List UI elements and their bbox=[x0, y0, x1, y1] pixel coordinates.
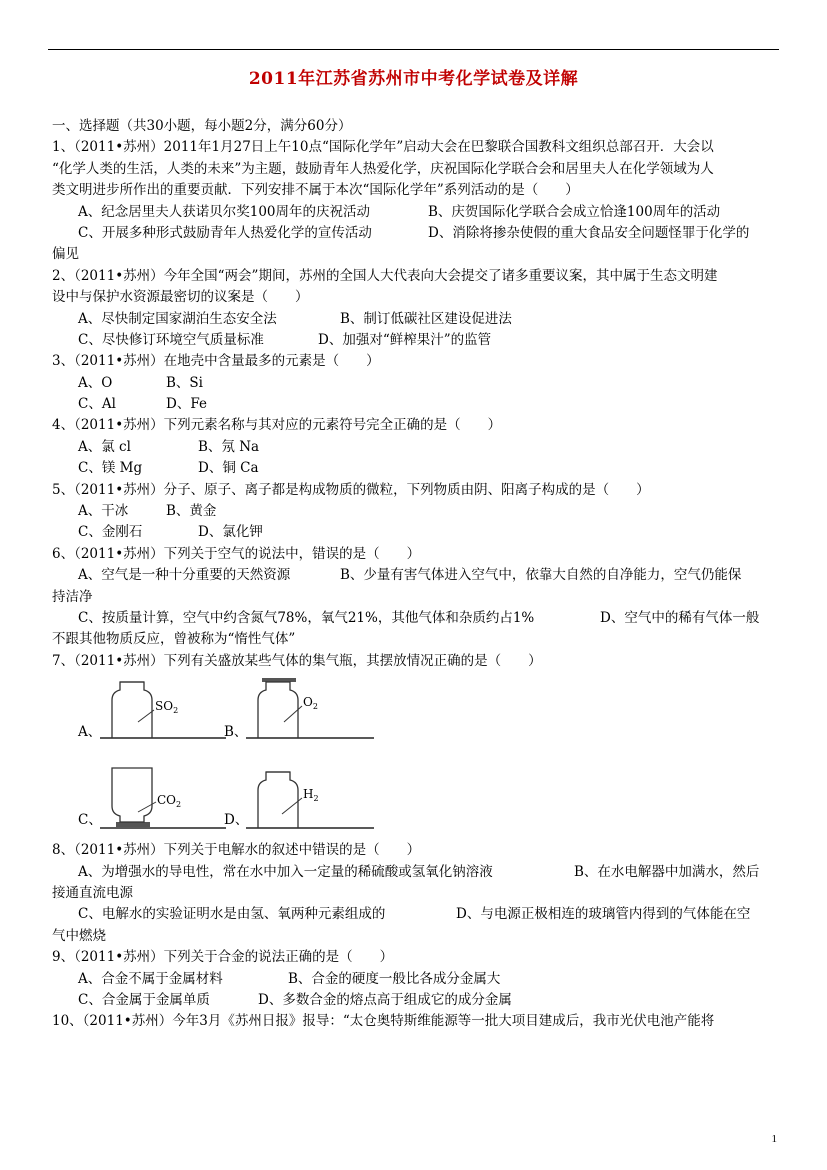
q8-option-a: A、为增强水的导电性，常在水中加入一定量的稀硫酸或氢氧化钠溶液 bbox=[78, 863, 493, 880]
q2-line-2: 设中与保护水资源最密切的议案是（ ） bbox=[52, 289, 309, 306]
section-heading: 一、选择题（共30小题，每小题2分，满分60分） bbox=[52, 118, 352, 134]
q1-line-2: “化学人类的生活，人类的未来”为主题，鼓励青年人热爱化学，庆祝国际化学联合会和居里夫人在化学领域为人 bbox=[52, 160, 714, 177]
q8-option-b-cont: 接通直流电源 bbox=[52, 884, 133, 901]
q4-option-c: C、镁 Mg bbox=[78, 460, 143, 477]
q7-gas-c: $CO_2$ bbox=[157, 793, 182, 810]
q7-jar-d-figure bbox=[246, 766, 396, 832]
q7-gas-d: $H_2$ bbox=[303, 787, 319, 804]
q7-jar-b-figure bbox=[246, 676, 396, 742]
q5-option-b: B、黄金 bbox=[166, 503, 217, 520]
q6-line: 6、（2011•苏州）下列关于空气的说法中，错误的是（ ） bbox=[52, 545, 421, 562]
q4-option-d: D、铜 Ca bbox=[198, 460, 259, 477]
q1-options-cd bbox=[52, 223, 779, 244]
q2-line-1: 2、（2011•苏州）今年全国“两会”期间，苏州的全国人大代表向大会提交了诸多重要议案，其中属于生态文明建 bbox=[52, 267, 718, 284]
q1-options-ab bbox=[52, 202, 779, 223]
q4-options-ab bbox=[52, 437, 779, 458]
q7-option-d: D、 bbox=[224, 812, 249, 829]
q3-option-c: C、Al bbox=[78, 396, 116, 413]
q2-option-b: B、制订低碳社区建设促进法 bbox=[340, 310, 512, 327]
q9-option-d: D、多数合金的熔点高于组成它的成分金属 bbox=[258, 991, 512, 1008]
q7-option-a: A、 bbox=[78, 724, 102, 741]
q8-option-d: D、与电源正极相连的玻璃管内得到的气体能在空 bbox=[456, 906, 751, 923]
q3-line: 3、（2011•苏州）在地壳中含量最多的元素是（ ） bbox=[52, 353, 380, 370]
q1-option-c: C、开展多种形式鼓励青年人热爱化学的宣传活动 bbox=[78, 224, 372, 241]
q1-option-d: D、消除将掺杂使假的重大食品安全问题怪罪于化学的 bbox=[428, 224, 750, 241]
q5-option-a: A、干冰 bbox=[78, 503, 129, 520]
q1-option-b: B、庆贺国际化学联合会成立恰逢100周年的活动 bbox=[428, 203, 721, 220]
q5-options-ab bbox=[52, 501, 779, 522]
q1-line-1: 1、（2011•苏州）2011年1月27日上午10点“国际化学年”启动大会在巴黎联合国教科文组织总部召开．大会以 bbox=[52, 139, 714, 156]
q8-option-d-cont: 气中燃烧 bbox=[52, 927, 106, 944]
q2-options-cd bbox=[52, 330, 779, 351]
q3-option-a: A、O bbox=[78, 374, 113, 391]
q2-option-c: C、尽快修订环境空气质量标准 bbox=[78, 331, 264, 348]
q9-line: 9、（2011•苏州）下列关于合金的说法正确的是（ ） bbox=[52, 949, 394, 966]
q6-option-d-cont: 不跟其他物质反应，曾被称为“惰性气体” bbox=[52, 631, 296, 648]
q6-option-b-cont: 持洁净 bbox=[52, 588, 93, 605]
q7-gas-b: $O_2$ bbox=[303, 695, 318, 712]
page-number: 1 bbox=[771, 1133, 777, 1145]
q6-option-c: C、按质量计算，空气中约含氮气78%，氧气21%，其他气体和杂质约占1% bbox=[78, 609, 535, 626]
q5-option-d: D、氯化钾 bbox=[198, 524, 263, 541]
q2-option-a: A、尽快制定国家湖泊生态安全法 bbox=[78, 310, 277, 327]
q3-option-d: D、Fe bbox=[166, 396, 207, 413]
q6-options-cd bbox=[52, 608, 779, 629]
q3-option-b: B、Si bbox=[166, 374, 203, 391]
q7-option-c: C、 bbox=[78, 812, 102, 829]
header-rule bbox=[48, 49, 779, 50]
q4-options-cd bbox=[52, 458, 779, 479]
q6-option-b: B、少量有害气体进入空气中，依靠大自然的自净能力，空气仍能保 bbox=[340, 567, 742, 584]
q5-option-c: C、金刚石 bbox=[78, 524, 143, 541]
q7-figures bbox=[52, 672, 779, 840]
q2-options-ab bbox=[52, 309, 779, 330]
q9-options-cd bbox=[52, 990, 779, 1011]
q2-option-d: D、加强对“鲜榨果汁”的监管 bbox=[318, 331, 492, 348]
q3-options-cd bbox=[52, 394, 779, 415]
q8-option-c: C、电解水的实验证明水是由氢、氧两种元素组成的 bbox=[78, 906, 386, 923]
q9-option-a: A、合金不属于金属材料 bbox=[78, 970, 223, 987]
q9-options-ab bbox=[52, 969, 779, 990]
exam-content bbox=[52, 116, 779, 1033]
q9-option-b: B、合金的硬度一般比各成分金属大 bbox=[288, 970, 501, 987]
q9-option-c: C、合金属于金属单质 bbox=[78, 991, 210, 1008]
q5-line: 5、（2011•苏州）分子、原子、离子都是构成物质的微粒，下列物质由阴、阳离子构成的是（ ） bbox=[52, 481, 650, 498]
q8-line: 8、（2011•苏州）下列关于电解水的叙述中错误的是（ ） bbox=[52, 842, 421, 859]
q8-options-cd bbox=[52, 904, 779, 925]
q4-line: 4、（2011•苏州）下列元素名称与其对应的元素符号完全正确的是（ ） bbox=[52, 417, 502, 434]
q5-options-cd bbox=[52, 522, 779, 543]
q6-option-d: D、空气中的稀有气体一般 bbox=[600, 609, 760, 626]
q1-option-d-cont: 偏见 bbox=[52, 246, 79, 263]
q1-line-3: 类文明进步所作出的重要贡献．下列安排不属于本次“国际化学年”系列活动的是（ ） bbox=[52, 182, 579, 199]
q8-option-b: B、在水电解器中加满水，然后 bbox=[574, 863, 760, 880]
q7-line: 7、（2011•苏州）下列有关盛放某些气体的集气瓶，其摆放情况正确的是（ ） bbox=[52, 652, 542, 669]
q3-options-ab bbox=[52, 373, 779, 394]
q8-options-ab bbox=[52, 862, 779, 883]
q4-option-a: A、氯 cl bbox=[78, 438, 131, 455]
q7-option-b: B、 bbox=[224, 724, 248, 741]
q1-option-a: A、纪念居里夫人获诺贝尔奖100周年的庆祝活动 bbox=[78, 203, 371, 220]
q4-option-b: B、氖 Na bbox=[198, 438, 260, 455]
q10-line: 10、（2011•苏州）今年3月《苏州日报》报导：“太仓奥特斯维能源等一批大项目建成后，我市光伏电池产能将 bbox=[52, 1013, 715, 1030]
q6-option-a: A、空气是一种十分重要的天然资源 bbox=[78, 567, 291, 584]
page-title: 2011年江苏省苏州市中考化学试卷及详解 bbox=[248, 69, 579, 89]
q6-options-ab bbox=[52, 565, 779, 586]
q7-gas-a: $SO_2$ bbox=[155, 699, 179, 716]
